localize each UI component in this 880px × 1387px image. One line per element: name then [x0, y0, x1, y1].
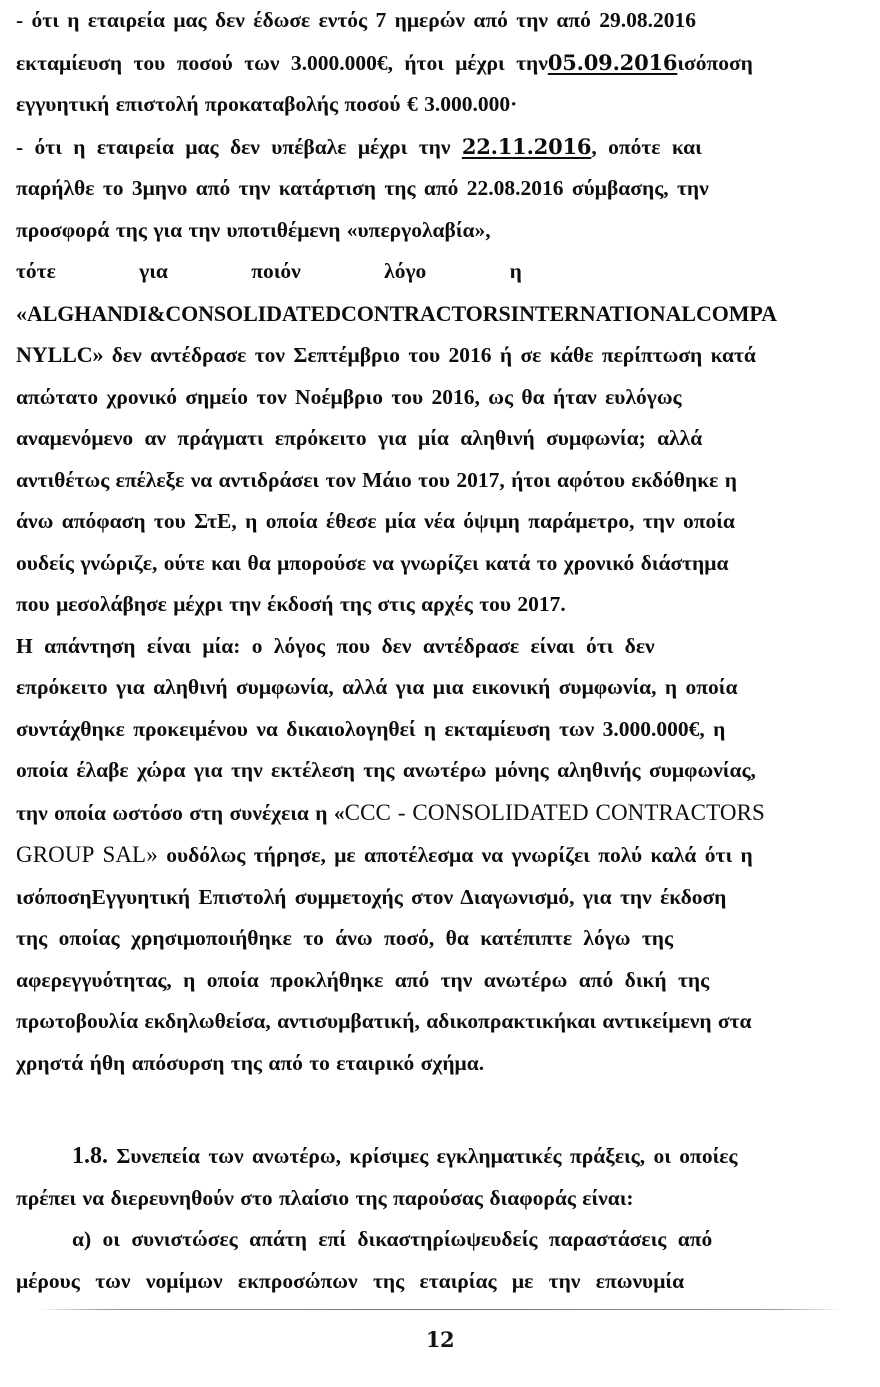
date-05-09-2016: 05.09.2016	[547, 49, 678, 75]
line-text-before-date: - ότι η εταιρεία μας δεν υπέβαλε μέχρι την	[16, 134, 462, 159]
text-line: - ότι η εταιρεία μας δεν έδωσε εντός 7 ημερών από την από 29.08.2016	[16, 8, 697, 32]
text-line: μέρους των νομίμων εκπροσώπων της εταιρίας με την επωνυμία	[16, 1268, 685, 1293]
text-line: Η απάντηση είναι μία: ο λόγος που δεν αντέδρασε είναι ότι δεν	[16, 633, 655, 658]
line-text: Συνεπεία των ανωτέρω, κρίσιμες εγκληματικές πράξεις, οι οποίες	[108, 1144, 738, 1168]
text-line-spread: τότε για ποιόν λόγο η	[16, 259, 522, 283]
text-line: χρηστά ήθη απόσυρση της από το εταιρικό σχήμα.	[16, 1050, 485, 1075]
text-line-with-company	[16, 792, 842, 835]
line-text: δεν αντέδρασε τον Σεπτέμβριο του 2016 ή σε κάθε περίπτωση κατά	[103, 343, 756, 367]
line-text-after-date: ισόποση	[677, 50, 753, 75]
text-line-company-continuation	[16, 334, 842, 377]
line-text: την οποία ωστόσο στη συνέχεια η «	[16, 800, 345, 825]
paragraph-item-a	[16, 1219, 842, 1302]
text-line-with-date	[16, 126, 842, 169]
text-line: οποία έλαβε χώρα για την εκτέλεση της ανωτέρω μόνης αληθινής συμφωνίας,	[16, 758, 756, 782]
text-line: αναμενόμενο αν πράγματι επρόκειτο για μία αληθινή συμφωνία; αλλά	[16, 426, 703, 450]
text-line-company-continuation	[16, 834, 842, 877]
text-line: απώτατο χρονικό σημείο τον Νοέμβριο του 2016, ως θα ήταν ευλόγως	[16, 384, 682, 409]
paragraph-bullet-2	[16, 126, 842, 252]
paragraph-bullet-1	[16, 0, 842, 126]
line-text-before-date: εκταμίευση του ποσού των 3.000.000€, ήτοι μέχρι την	[16, 50, 548, 75]
text-line: εγγυητική επιστολή προκαταβολής ποσού € 3.000.000·	[16, 92, 518, 116]
company-name-line-1: «ALGHANDI&CONSOLIDATEDCONTRACTORSINTERNATIONALCOMPA	[16, 300, 777, 326]
company-name-line-2: NYLLC»	[16, 342, 104, 367]
paragraph-section-1-8	[16, 1136, 842, 1219]
text-line: πρωτοβουλία εκδηλωθείσα, αντισυμβατική, αδικοπρακτικήκαι αντικείμενη στα	[16, 1009, 752, 1033]
text-line: άνω απόφαση του ΣτΕ, η οποία έθεσε μία νέα όψιμη παράμετρο, την οποία	[16, 509, 735, 533]
text-line: αντιθέτως επέλεξε να αντιδράσει τον Μάιο του 2017, ήτοι αφότου εκδόθηκε η	[16, 467, 737, 492]
text-line: της οποίας χρησιμοποιήθηκε το άνω ποσό, θα κατέπιπτε λόγω της	[16, 926, 674, 950]
section-number: 1.8.	[72, 1143, 108, 1169]
line-text-after-date: , οπότε και	[591, 134, 702, 159]
company-ccc-line-1: CCC - CONSOLIDATED CONTRACTORS	[344, 799, 765, 825]
line-text: ουδόλως τήρησε, με αποτέλεσμα να γνωρίζει πολύ καλά ότι η	[157, 843, 753, 867]
text-line-numbered	[16, 1136, 842, 1178]
paragraph-question	[16, 251, 842, 626]
paragraph-answer	[16, 626, 842, 1085]
text-line: πρέπει να διερευνηθούν στο πλαίσιο της παρούσας διαφοράς είναι:	[16, 1185, 634, 1210]
page-number: 12	[425, 1327, 455, 1352]
text-line: αφερεγγυότητας, η οποία προκλήθηκε από την ανωτέρω από δική της	[16, 967, 710, 992]
text-line-with-date	[16, 42, 842, 85]
text-line: προσφορά της για την υποτιθέμενη «υπεργολαβία»,	[16, 217, 491, 242]
text-line: παρήλθε το 3μηνο από την κατάρτιση της από 22.08.2016 σύμβασης, την	[16, 176, 709, 200]
text-line: συντάχθηκε προκειμένου να δικαιολογηθεί η εκταμίευση των 3.000.000€, η	[16, 716, 726, 741]
text-line: επρόκειτο για αληθινή συμφωνία, αλλά για μια εικονική συμφωνία, η οποία	[16, 675, 738, 699]
text-line: ουδείς γνώριζε, ούτε και θα μπορούσε να γνωρίζει κατά το χρονικό διάστημα	[16, 550, 729, 575]
page-footer	[0, 1291, 880, 1387]
footer-divider	[38, 1309, 842, 1310]
date-22-11-2016: 22.11.2016	[461, 133, 592, 159]
company-ccc-line-2: GROUP SAL»	[16, 842, 158, 867]
text-line	[16, 1219, 842, 1261]
text-line: ισόποσηΕγγυητική Επιστολή συμμετοχής στον Διαγωνισμό, για την έκδοση	[16, 884, 727, 909]
paragraph-gap	[16, 1084, 842, 1136]
line-text: α) οι συνιστώσες απάτη επί δικαστηρίωψευδείς παραστάσεις από	[72, 1227, 713, 1251]
text-line: που μεσολάβησε μέχρι την έκδοσή της στις αρχές του 2017.	[16, 592, 566, 616]
